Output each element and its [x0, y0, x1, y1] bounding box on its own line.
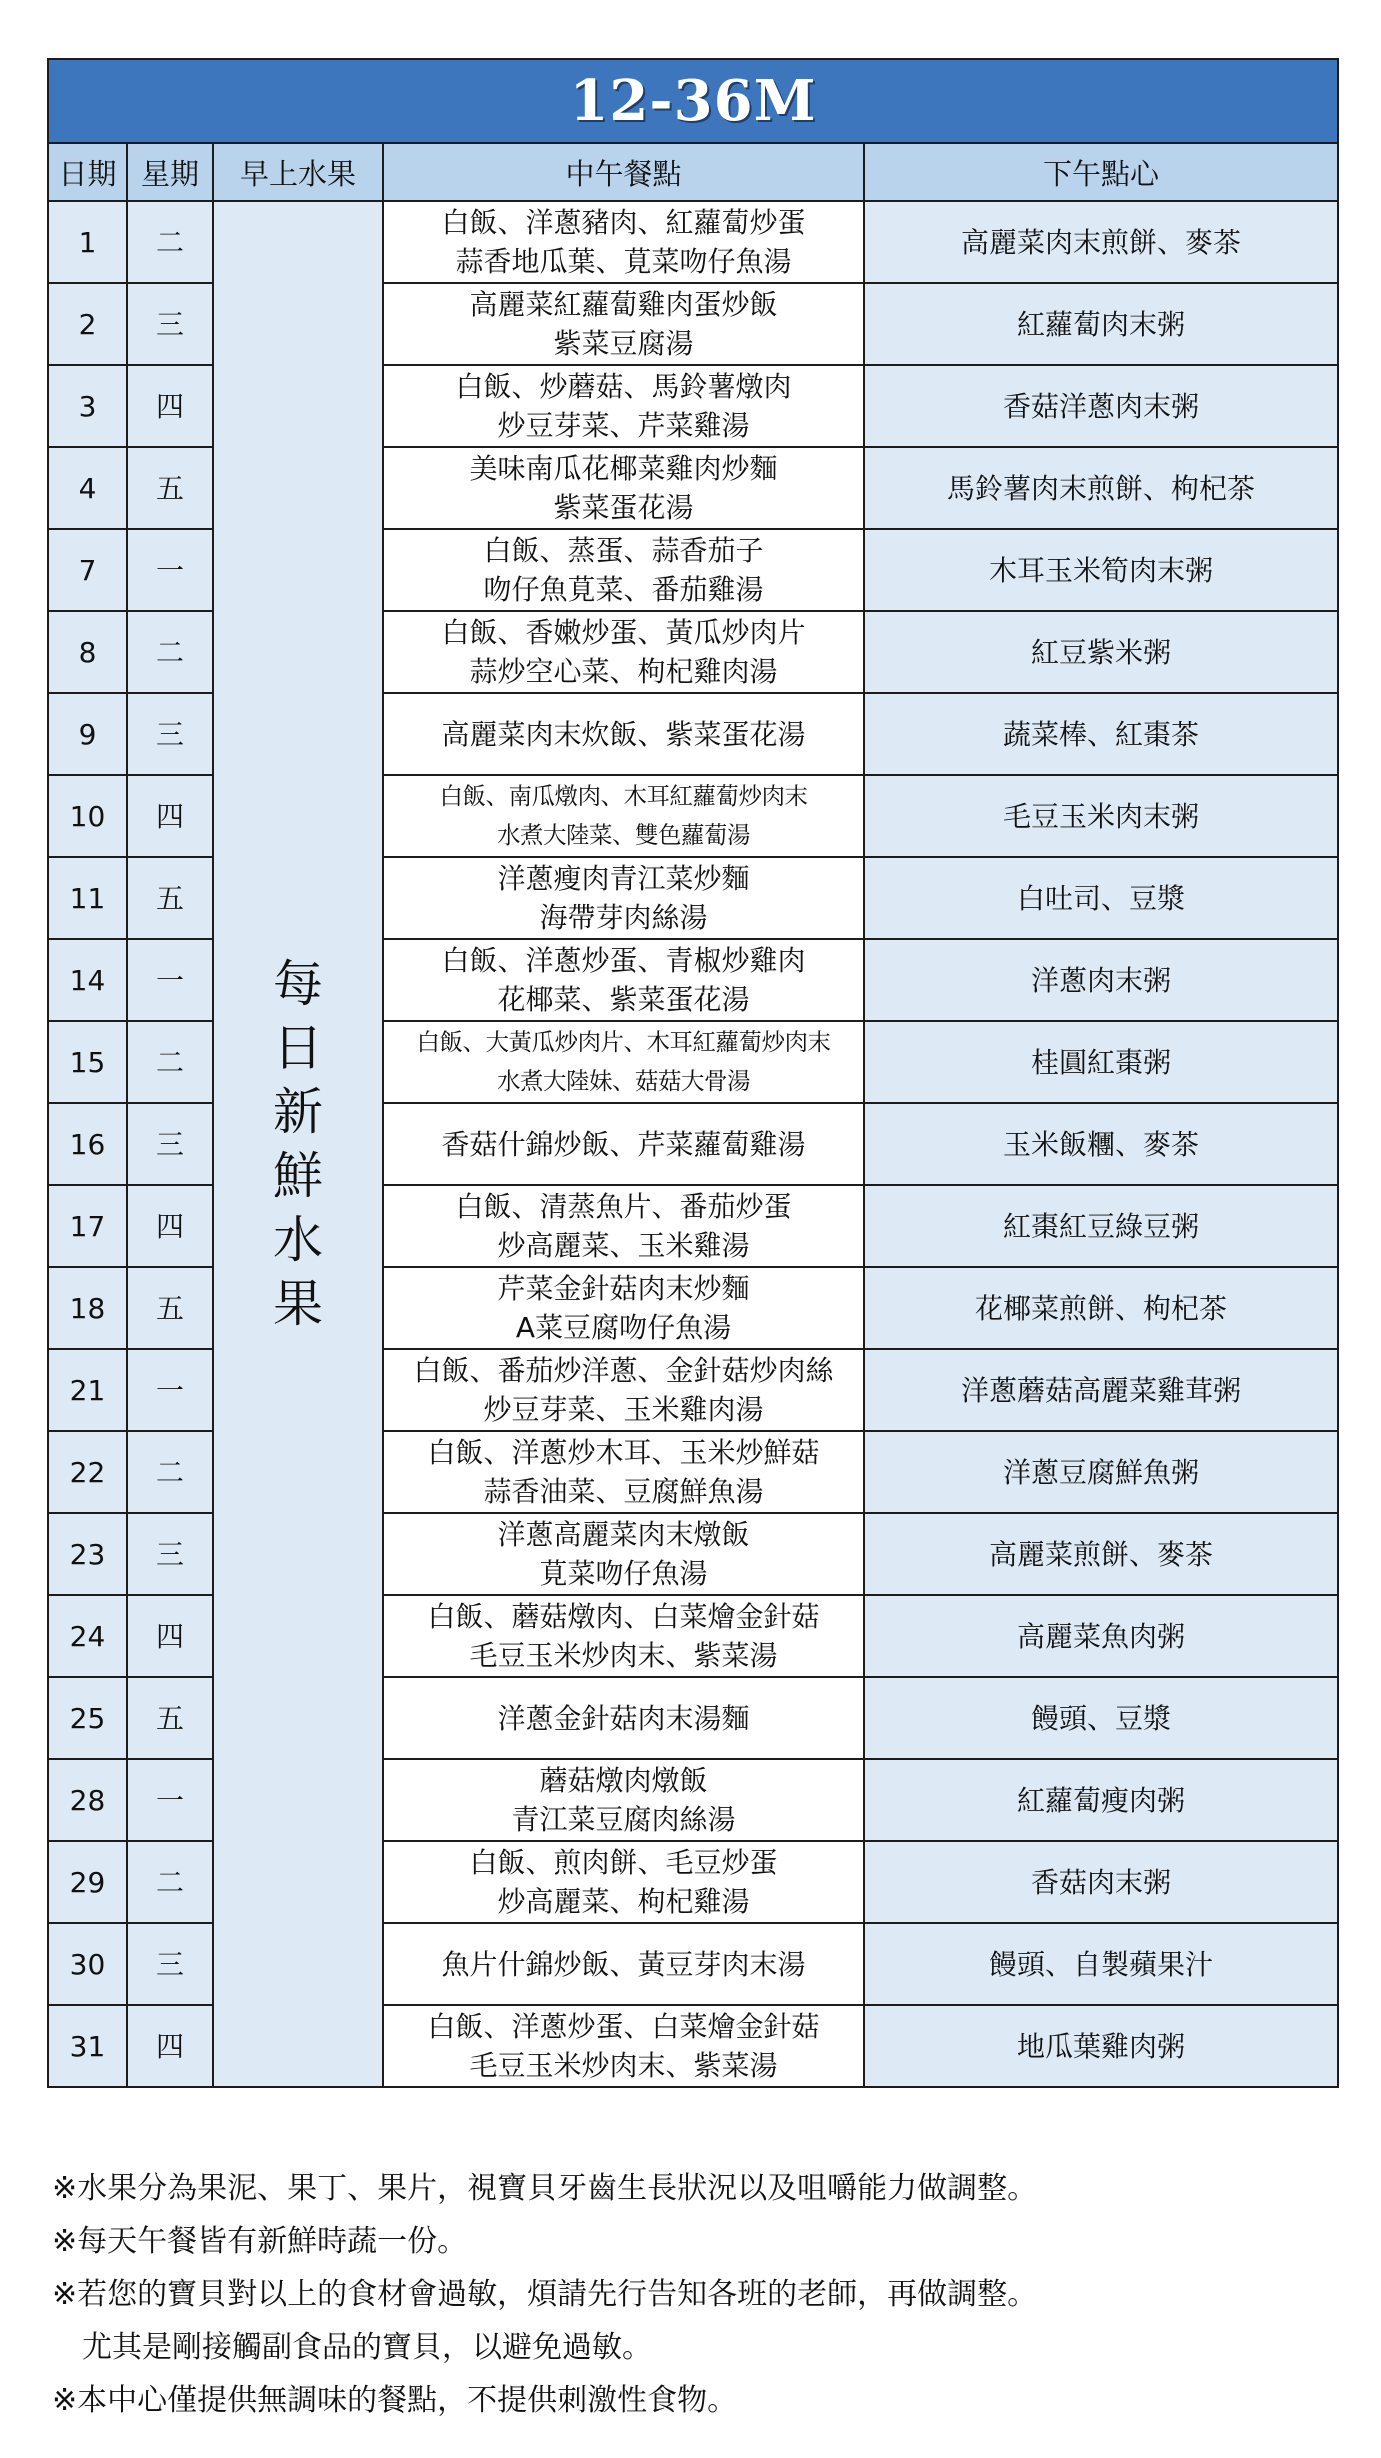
lunch-line: 白飯、炒蘑菇、馬鈴薯燉肉 [455, 370, 792, 403]
lunch-line: 蘑菇燉肉燉飯 [539, 1764, 708, 1797]
lunch-line: 白飯、蘑菇燉肉、白菜燴金針菇 [427, 1600, 820, 1633]
weekday-cell: 一 [127, 1349, 213, 1431]
weekday-cell: 五 [127, 1267, 213, 1349]
note-line: ※若您的寶貝對以上的食材會過敏，煩請先行告知各班的老師，再做調整。 [52, 2277, 1038, 2312]
lunch-line: 毛豆玉米炒肉末、紫菜湯 [469, 2049, 778, 2082]
lunch-line: 蒜香地瓜葉、莧菜吻仔魚湯 [455, 245, 792, 278]
notes [52, 2162, 1342, 2427]
lunch-line: 炒高麗菜、枸杞雞湯 [497, 1885, 750, 1918]
lunch-line: 莧菜吻仔魚湯 [539, 1557, 708, 1590]
lunch-cell [383, 529, 864, 611]
snack-cell: 紅豆紫米粥 [864, 611, 1338, 693]
lunch-cell [383, 1431, 864, 1513]
lunch-cell [383, 201, 864, 283]
snack-cell: 玉米飯糰、麥茶 [864, 1103, 1338, 1185]
title-row [48, 59, 1338, 143]
snack-cell: 木耳玉米筍肉末粥 [864, 529, 1338, 611]
lunch-line: 白飯、洋蔥炒木耳、玉米炒鮮菇 [427, 1436, 820, 1469]
date-cell: 30 [48, 1923, 127, 2005]
menu-table [47, 58, 1339, 2088]
weekday-cell: 二 [127, 1431, 213, 1513]
snack-cell: 地瓜葉雞肉粥 [864, 2005, 1338, 2087]
lunch-line: 炒高麗菜、玉米雞湯 [497, 1229, 750, 1262]
note-line: ※水果分為果泥、果丁、果片，視寶貝牙齒生長狀況以及咀嚼能力做調整。 [52, 2171, 1038, 2206]
lunch-line: 魚片什錦炒飯、黃豆芽肉末湯 [441, 1947, 806, 1981]
date-cell: 8 [48, 611, 127, 693]
date-cell: 25 [48, 1677, 127, 1759]
header-morning-fruit: 早上水果 [213, 143, 383, 201]
lunch-line: 紫菜豆腐湯 [553, 327, 694, 360]
lunch-line: 青江菜豆腐肉絲湯 [511, 1803, 736, 1836]
snack-cell: 高麗菜魚肉粥 [864, 1595, 1338, 1677]
date-cell: 24 [48, 1595, 127, 1677]
table-row [48, 201, 1338, 283]
date-cell: 4 [48, 447, 127, 529]
date-cell: 16 [48, 1103, 127, 1185]
snack-cell: 花椰菜煎餅、枸杞茶 [864, 1267, 1338, 1349]
header-row [48, 143, 1338, 201]
lunch-line: 白飯、香嫩炒蛋、黃瓜炒肉片 [441, 616, 806, 649]
weekday-cell: 二 [127, 611, 213, 693]
date-cell: 7 [48, 529, 127, 611]
lunch-cell [383, 1759, 864, 1841]
lunch-cell [383, 775, 864, 857]
lunch-line: 紫菜蛋花湯 [553, 491, 694, 524]
lunch-line: 香菇什錦炒飯、芹菜蘿蔔雞湯 [441, 1127, 806, 1161]
header-lunch: 中午餐點 [383, 143, 864, 201]
date-cell: 18 [48, 1267, 127, 1349]
weekday-cell: 三 [127, 693, 213, 775]
date-cell: 28 [48, 1759, 127, 1841]
lunch-cell [383, 2005, 864, 2087]
date-cell: 21 [48, 1349, 127, 1431]
menu-body [48, 201, 1338, 2087]
snack-cell: 洋蔥肉末粥 [864, 939, 1338, 1021]
lunch-cell [383, 611, 864, 693]
snack-cell: 毛豆玉米肉末粥 [864, 775, 1338, 857]
lunch-line: 白飯、清蒸魚片、番茄炒蛋 [455, 1190, 792, 1223]
lunch-line: 炒豆芽菜、芹菜雞湯 [497, 409, 750, 442]
lunch-line: 白飯、洋蔥豬肉、紅蘿蔔炒蛋 [441, 206, 806, 239]
weekday-cell: 四 [127, 1185, 213, 1267]
snack-cell: 紅蘿蔔瘦肉粥 [864, 1759, 1338, 1841]
snack-cell: 高麗菜煎餅、麥茶 [864, 1513, 1338, 1595]
lunch-cell [383, 1267, 864, 1349]
morning-fruit-label: 每日新鮮水果 [273, 955, 323, 1333]
lunch-cell [383, 1021, 864, 1103]
morning-fruit-cell [213, 201, 383, 2087]
lunch-line: 洋蔥瘦肉青江菜炒麵 [497, 862, 750, 895]
snack-cell: 洋蔥蘑菇高麗菜雞茸粥 [864, 1349, 1338, 1431]
snack-cell: 蔬菜棒、紅棗茶 [864, 693, 1338, 775]
lunch-cell [383, 857, 864, 939]
snack-cell: 香菇肉末粥 [864, 1841, 1338, 1923]
weekday-cell: 一 [127, 939, 213, 1021]
date-cell: 1 [48, 201, 127, 283]
date-cell: 11 [48, 857, 127, 939]
weekday-cell: 五 [127, 857, 213, 939]
lunch-line: 花椰菜、紫菜蛋花湯 [497, 983, 750, 1016]
snack-cell: 饅頭、豆漿 [864, 1677, 1338, 1759]
lunch-line: 芹菜金針菇肉末炒麵 [497, 1272, 750, 1305]
weekday-cell: 三 [127, 283, 213, 365]
lunch-line: 洋蔥高麗菜肉末燉飯 [497, 1518, 750, 1551]
weekday-cell: 三 [127, 1923, 213, 2005]
weekday-cell: 三 [127, 1513, 213, 1595]
weekday-cell: 一 [127, 1759, 213, 1841]
weekday-cell: 四 [127, 1595, 213, 1677]
menu-title: 12-36M [48, 59, 1338, 143]
lunch-line: 水煮大陸妹、菇菇大骨湯 [497, 1067, 750, 1095]
snack-cell: 紅棗紅豆綠豆粥 [864, 1185, 1338, 1267]
date-cell: 29 [48, 1841, 127, 1923]
lunch-line: 白飯、大黃瓜炒肉片、木耳紅蘿蔔炒肉末 [416, 1028, 831, 1056]
lunch-cell [383, 693, 864, 775]
lunch-cell [383, 1103, 864, 1185]
lunch-line: 洋蔥金針菇肉末湯麵 [497, 1701, 750, 1735]
date-cell: 3 [48, 365, 127, 447]
lunch-line: 白飯、洋蔥炒蛋、青椒炒雞肉 [441, 944, 806, 977]
header-date: 日期 [48, 143, 127, 201]
lunch-cell [383, 283, 864, 365]
weekday-cell: 一 [127, 529, 213, 611]
lunch-line: 白飯、蒸蛋、蒜香茄子 [483, 534, 764, 567]
weekday-cell: 五 [127, 447, 213, 529]
date-cell: 31 [48, 2005, 127, 2087]
lunch-cell [383, 1595, 864, 1677]
snack-cell: 饅頭、自製蘋果汁 [864, 1923, 1338, 2005]
date-cell: 17 [48, 1185, 127, 1267]
snack-cell: 香菇洋蔥肉末粥 [864, 365, 1338, 447]
snack-cell: 白吐司、豆漿 [864, 857, 1338, 939]
weekday-cell: 三 [127, 1103, 213, 1185]
lunch-line: 毛豆玉米炒肉末、紫菜湯 [469, 1639, 778, 1672]
date-cell: 23 [48, 1513, 127, 1595]
lunch-line: A菜豆腐吻仔魚湯 [515, 1311, 732, 1344]
lunch-line: 海帶芽肉絲湯 [539, 901, 708, 934]
lunch-line: 蒜香油菜、豆腐鮮魚湯 [483, 1475, 764, 1508]
lunch-line: 炒豆芽菜、玉米雞肉湯 [483, 1393, 764, 1426]
lunch-line: 白飯、南瓜燉肉、木耳紅蘿蔔炒肉末 [439, 782, 808, 810]
lunch-line: 蒜炒空心菜、枸杞雞肉湯 [469, 655, 778, 688]
weekday-cell: 二 [127, 201, 213, 283]
lunch-line: 美味南瓜花椰菜雞肉炒麵 [469, 452, 778, 485]
date-cell: 15 [48, 1021, 127, 1103]
lunch-line: 吻仔魚莧菜、番茄雞湯 [483, 573, 764, 606]
snack-cell: 桂圓紅棗粥 [864, 1021, 1338, 1103]
weekday-cell: 五 [127, 1677, 213, 1759]
snack-cell: 高麗菜肉末煎餅、麥茶 [864, 201, 1338, 283]
weekday-cell: 四 [127, 365, 213, 447]
weekday-cell: 二 [127, 1841, 213, 1923]
lunch-cell [383, 939, 864, 1021]
weekday-cell: 四 [127, 2005, 213, 2087]
snack-cell: 馬鈴薯肉末煎餅、枸杞茶 [864, 447, 1338, 529]
lunch-cell [383, 1185, 864, 1267]
date-cell: 9 [48, 693, 127, 775]
date-cell: 14 [48, 939, 127, 1021]
lunch-line: 水煮大陸菜、雙色蘿蔔湯 [497, 821, 750, 849]
lunch-cell [383, 1349, 864, 1431]
header-weekday: 星期 [127, 143, 213, 201]
lunch-cell [383, 447, 864, 529]
date-cell: 22 [48, 1431, 127, 1513]
menu-sheet [47, 58, 1337, 2088]
lunch-cell [383, 1513, 864, 1595]
note-line: ※本中心僅提供無調味的餐點，不提供刺激性食物。 [52, 2383, 738, 2418]
note-line: ※每天午餐皆有新鮮時蔬一份。 [52, 2224, 468, 2259]
lunch-line: 高麗菜肉末炊飯、紫菜蛋花湯 [441, 717, 806, 751]
lunch-cell [383, 1841, 864, 1923]
lunch-cell [383, 1677, 864, 1759]
lunch-cell [383, 365, 864, 447]
weekday-cell: 四 [127, 775, 213, 857]
note-line: 尤其是剛接觸副食品的寶貝，以避免過敏。 [82, 2330, 652, 2365]
lunch-line: 白飯、番茄炒洋蔥、金針菇炒肉絲 [413, 1354, 834, 1387]
lunch-line: 白飯、洋蔥炒蛋、白菜燴金針菇 [427, 2010, 820, 2043]
lunch-line: 白飯、煎肉餅、毛豆炒蛋 [469, 1846, 778, 1879]
date-cell: 2 [48, 283, 127, 365]
date-cell: 10 [48, 775, 127, 857]
header-snack: 下午點心 [864, 143, 1338, 201]
weekday-cell: 二 [127, 1021, 213, 1103]
snack-cell: 洋蔥豆腐鮮魚粥 [864, 1431, 1338, 1513]
lunch-line: 高麗菜紅蘿蔔雞肉蛋炒飯 [469, 288, 778, 321]
lunch-cell [383, 1923, 864, 2005]
snack-cell: 紅蘿蔔肉末粥 [864, 283, 1338, 365]
